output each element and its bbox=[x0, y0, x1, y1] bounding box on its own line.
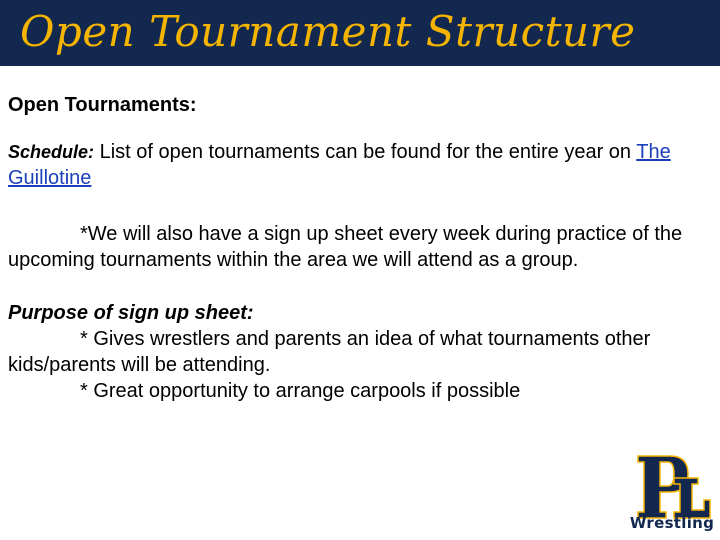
logo-l-shape bbox=[674, 478, 710, 518]
schedule-paragraph bbox=[8, 139, 712, 191]
slide-title: Open Tournament Structure bbox=[20, 7, 636, 56]
purpose-bullet-2 bbox=[8, 378, 712, 404]
logo-caption: Wrestling bbox=[629, 514, 715, 532]
signup-note bbox=[8, 221, 712, 273]
title-bar bbox=[0, 0, 720, 66]
guillotine-link[interactable]: The Guillotine bbox=[8, 141, 671, 189]
signup-note-text: *We will also have a sign up sheet every week during practice of the upcoming tournaments within the area we will attend as a group. bbox=[8, 223, 683, 271]
section-heading: Open Tournaments: bbox=[8, 94, 197, 116]
purpose-bullet-2-text: * Great opportunity to arrange carpools if possible bbox=[80, 380, 521, 402]
schedule-label: Schedule: bbox=[8, 142, 95, 162]
purpose-bullet-1 bbox=[8, 326, 712, 378]
schedule-text: List of open tournaments can be found for the entire year on bbox=[94, 141, 637, 163]
purpose-heading: Purpose of sign up sheet: bbox=[8, 302, 254, 324]
purpose-bullet-1-text: * Gives wrestlers and parents an idea of what tournaments other kids/parents will be attending. bbox=[8, 328, 651, 376]
slide-content bbox=[8, 92, 712, 404]
